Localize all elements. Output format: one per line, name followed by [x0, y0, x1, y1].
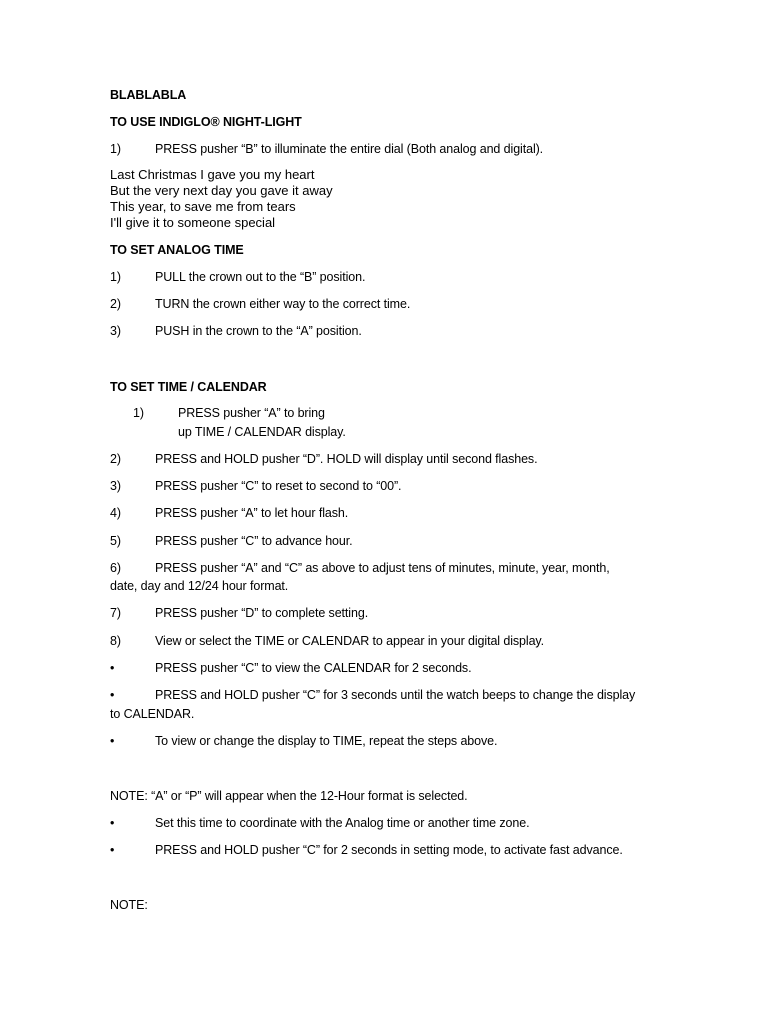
- lyric-line-3: This year, to save me from tears: [110, 199, 296, 214]
- step-number: 1): [133, 406, 144, 420]
- step-text: PRESS pusher “C” to advance hour.: [155, 534, 353, 548]
- step-text: PRESS and HOLD pusher “D”. HOLD will display until second flashes.: [155, 452, 538, 466]
- step-text: PUSH in the crown to the “A” position.: [155, 324, 362, 338]
- note-final: NOTE:: [110, 898, 148, 912]
- bullet-text: PRESS and HOLD pusher “C” for 2 seconds in setting mode, to activate fast advance.: [155, 843, 623, 857]
- lyric-line-4: I'll give it to someone special: [110, 215, 276, 230]
- bullet-text: PRESS pusher “C” to view the CALENDAR for 2 seconds.: [155, 661, 472, 675]
- step-text: PRESS pusher “A” and “C” as above to adjust tens of minutes, minute, year, month,: [155, 561, 610, 575]
- bullet-text: PRESS and HOLD pusher “C” for 3 seconds until the watch beeps to change the display: [155, 688, 636, 702]
- bullet-icon: •: [110, 816, 115, 830]
- calendar-step-6-continued: date, day and 12/24 hour format.: [110, 579, 289, 593]
- step-number: 7): [110, 606, 121, 620]
- step-number: 3): [110, 324, 121, 338]
- step-text: PRESS pusher “B” to illuminate the entire dial (Both analog and digital).: [155, 142, 544, 156]
- step-number: 2): [110, 297, 121, 311]
- calendar-step-1-continued: up TIME / CALENDAR display.: [178, 425, 346, 439]
- step-number: 4): [110, 506, 121, 520]
- step-number: 3): [110, 479, 121, 493]
- document-title: BLABLABLA: [110, 88, 187, 102]
- lyric-line-1: Last Christmas I gave you my heart: [110, 167, 315, 182]
- bullet-icon: •: [110, 734, 115, 748]
- calendar-heading: TO SET TIME / CALENDAR: [110, 380, 267, 394]
- step-text: PRESS pusher “A” to let hour flash.: [155, 506, 349, 520]
- bullet-icon: •: [110, 661, 115, 675]
- step-text: PRESS pusher “C” to reset to second to “00”.: [155, 479, 402, 493]
- bullet-text: To view or change the display to TIME, repeat the steps above.: [155, 734, 498, 748]
- note-12-hour: NOTE: “A” or “P” will appear when the 12-Hour format is selected.: [110, 789, 468, 803]
- bullet-icon: •: [110, 688, 115, 702]
- step-text: View or select the TIME or CALENDAR to appear in your digital display.: [155, 634, 545, 648]
- indiglo-heading: TO USE INDIGLO® NIGHT-LIGHT: [110, 115, 302, 129]
- analog-heading: TO SET ANALOG TIME: [110, 243, 244, 257]
- step-text: PULL the crown out to the “B” position.: [155, 270, 366, 284]
- step-number: 8): [110, 634, 121, 648]
- calendar-bullet-2-continued: to CALENDAR.: [110, 707, 195, 721]
- step-text: TURN the crown either way to the correct time.: [155, 297, 411, 311]
- step-number: 1): [110, 270, 121, 284]
- step-text: PRESS pusher “A” to bring: [178, 406, 325, 420]
- bullet-icon: •: [110, 843, 115, 857]
- step-number: 5): [110, 534, 121, 548]
- step-text: PRESS pusher “D” to complete setting.: [155, 606, 369, 620]
- step-number: 1): [110, 142, 121, 156]
- step-number: 2): [110, 452, 121, 466]
- bullet-text: Set this time to coordinate with the Analog time or another time zone.: [155, 816, 530, 830]
- lyric-line-2: But the very next day you gave it away: [110, 183, 333, 198]
- step-number: 6): [110, 561, 121, 575]
